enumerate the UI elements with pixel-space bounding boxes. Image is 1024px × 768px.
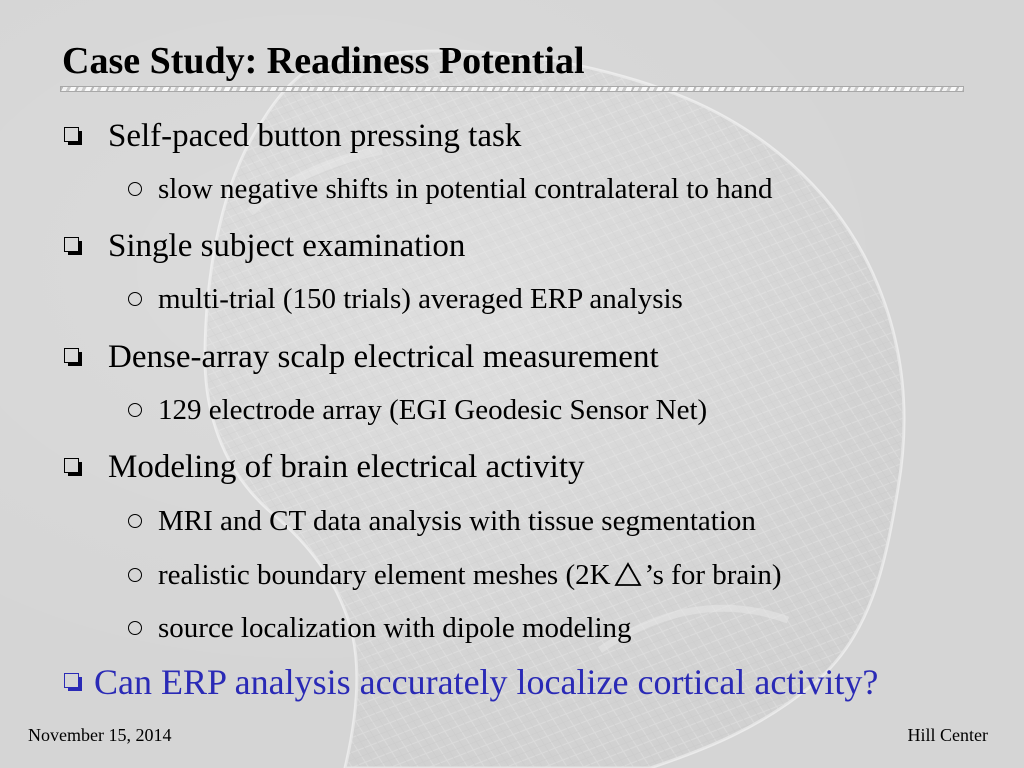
sub-bullet-label: source localization with dipole modeling — [158, 612, 632, 644]
bullet-brain-modeling — [64, 447, 585, 487]
circle-bullet-icon — [128, 182, 142, 196]
circle-bullet-icon — [128, 403, 142, 417]
sub-bullet-label-part-2: ’s for brain) — [644, 559, 782, 591]
slide-title: Case Study: Readiness Potential — [62, 40, 585, 82]
sub-bullet-label: MRI and CT data analysis with tissue segmentation — [158, 505, 756, 537]
bullet-self-paced-task — [64, 116, 521, 156]
title-divider — [60, 86, 964, 92]
sub-bullet-mri-ct — [128, 503, 756, 539]
bullet-label: Dense-array scalp electrical measurement — [108, 339, 659, 375]
sub-bullet-boundary-meshes — [128, 557, 781, 593]
highlight-text: Can ERP analysis accurately localize cortical activity? — [94, 662, 879, 702]
bullet-dense-array — [64, 337, 659, 377]
sub-bullet-label-part-1: realistic boundary element meshes (2K — [158, 559, 611, 591]
circle-bullet-icon — [128, 292, 142, 306]
footer-organization: Hill Center — [907, 725, 988, 745]
bullet-label: Self-paced button pressing task — [108, 118, 522, 154]
square-bullet-icon — [64, 348, 82, 366]
circle-bullet-icon — [128, 621, 142, 635]
square-bullet-icon — [64, 458, 82, 476]
sub-bullet-source-localization — [128, 610, 632, 646]
triangle-icon — [613, 561, 643, 589]
sub-bullet-label: multi-trial (150 trials) averaged ERP analysis — [158, 283, 683, 315]
sub-bullet-label: slow negative shifts in potential contralateral to hand — [158, 173, 773, 205]
square-bullet-icon — [64, 127, 82, 145]
sub-bullet-electrode-array — [128, 392, 707, 428]
sub-bullet-label: 129 electrode array (EGI Geodesic Sensor Net) — [158, 394, 708, 426]
sub-bullet-multi-trial — [128, 281, 683, 317]
square-bullet-icon — [64, 237, 82, 255]
bullet-label: Modeling of brain electrical activity — [108, 449, 585, 485]
circle-bullet-icon — [128, 568, 142, 582]
bullet-label: Single subject examination — [108, 228, 466, 264]
circle-bullet-icon — [128, 514, 142, 528]
sub-bullet-negative-shifts — [128, 171, 772, 207]
square-bullet-icon — [64, 673, 82, 691]
highlight-question — [64, 660, 878, 704]
footer-date: November 15, 2014 — [28, 725, 172, 745]
bullet-single-subject — [64, 226, 465, 266]
